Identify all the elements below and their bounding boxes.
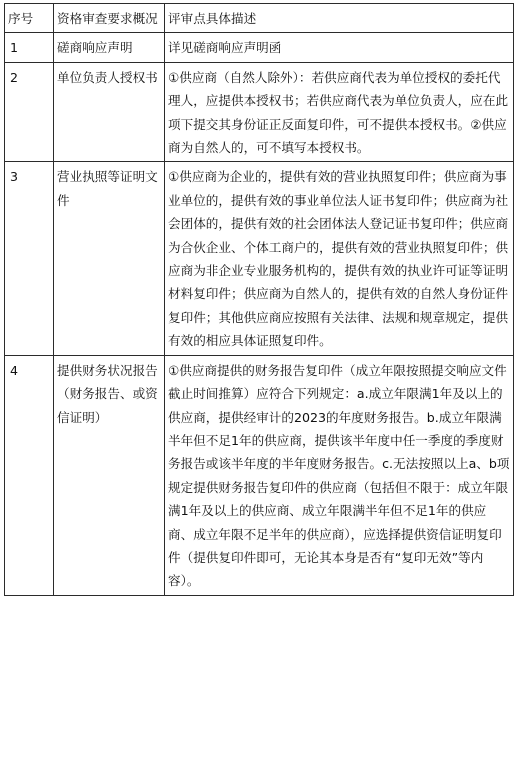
row-requirement: 磋商响应声明 (54, 33, 165, 62)
table-row (5, 33, 514, 62)
row-requirement: 营业执照等证明文件 (54, 162, 165, 355)
table-row (5, 355, 514, 595)
header-seq: 序号 (5, 4, 54, 33)
row-description: ①供应商为企业的，提供有效的营业执照复印件；供应商为事业单位的，提供有效的事业单位法人证书复印件；供应商为社会团体的，提供有效的社会团体法人登记证书复印件；供应商为合伙企业、个体工商户的，提供有效的营业执照复印件；供应商为非企业专业服务机构的，提供有效的执业许可证等证明材料复印件；供应商为自然人的，提供有效的自然人身份证件复印件；其他供应商应按照有关法律、法规和规章规定，提供有效的相应具体证照复印件。 (165, 162, 514, 355)
row-description: ①供应商提供的财务报告复印件（成立年限按照提交响应文件截止时间推算）应符合下列规定：a.成立年限满1年及以上的供应商，提供经审计的2023的年度财务报告。b.成立年限满半年但不足1年的供应商，提供该半年度中任一季度的季度财务报告或该半年度的半年度财务报告。c.无法按照以上a、b项规定提供财务报告复印件的供应商（包括但不限于：成立年限满1年及以上的供应商、成立年限满半年但不足1年的供应商、成立年限不足半年的供应商），应选择提供资信证明复印件（提供复印件即可，无论其本身是否有“复印无效”等内容）。 (165, 355, 514, 595)
row-description: ①供应商（自然人除外）：若供应商代表为单位授权的委托代理人，应提供本授权书；若供应商代表为单位负责人，应在此项下提交其身份证正反面复印件，可不提供本授权书。②供应商为自然人的，可不填写本授权书。 (165, 62, 514, 162)
header-requirement: 资格审查要求概况 (54, 4, 165, 33)
row-requirement: 提供财务状况报告（财务报告、或资信证明） (54, 355, 165, 595)
table-header-row (5, 4, 514, 33)
row-requirement: 单位负责人授权书 (54, 62, 165, 162)
row-seq: 4 (5, 355, 54, 595)
qualification-table (4, 3, 514, 596)
table-row (5, 62, 514, 162)
row-seq: 3 (5, 162, 54, 355)
row-description: 详见磋商响应声明函 (165, 33, 514, 62)
row-seq: 2 (5, 62, 54, 162)
header-description: 评审点具体描述 (165, 4, 514, 33)
table-row (5, 162, 514, 355)
row-seq: 1 (5, 33, 54, 62)
